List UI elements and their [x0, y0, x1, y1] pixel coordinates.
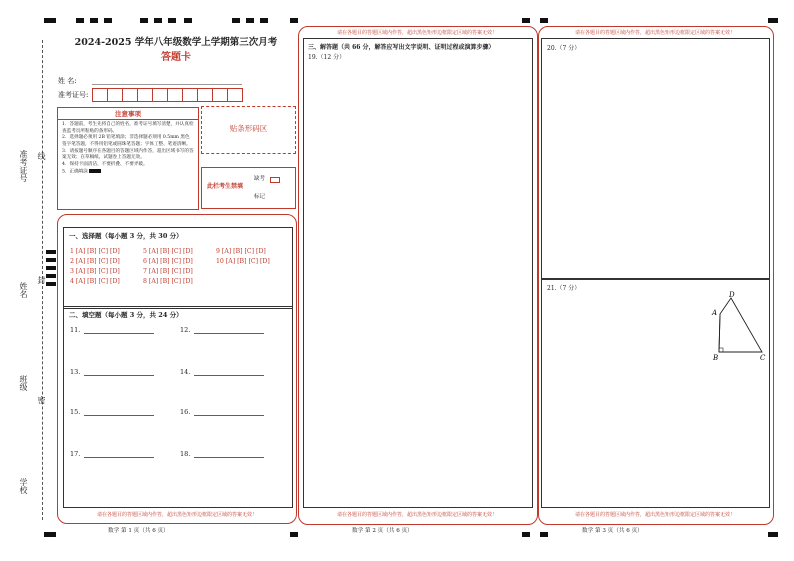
alignment-mark [540, 532, 548, 537]
barcode-label: 贴条形码区 [229, 124, 268, 133]
area-warning: 请在各题目的答题区域内作答，超出黑色矩形边框限定区域的答案无效！ [96, 512, 257, 518]
blank-line[interactable] [84, 451, 154, 458]
timing-mark [46, 266, 56, 270]
page-subtitle: 答题卡 [161, 52, 191, 63]
blank-line[interactable] [194, 369, 264, 376]
q19-area[interactable] [303, 38, 533, 508]
blank-12: 12. [180, 326, 264, 334]
notice-box [57, 107, 199, 210]
alignment-mark [104, 18, 112, 23]
alignment-mark [522, 532, 530, 537]
timing-mark [46, 282, 56, 286]
alignment-mark [44, 18, 56, 23]
choice-row[interactable]: 8 [A] [B] [C] [D] [143, 278, 193, 285]
choice-row[interactable]: 5 [A] [B] [C] [D] [143, 248, 193, 255]
choice-row[interactable]: 3 [A] [B] [C] [D] [70, 268, 120, 275]
point-A-label: A [712, 309, 718, 317]
fill-section [63, 306, 293, 508]
section2-title: 二、填空题（每小题 3 分，共 24 分） [69, 311, 183, 319]
choice-row[interactable]: 10 [A] [B] [C] [D] [216, 258, 270, 265]
blank-line[interactable] [84, 327, 154, 334]
id-boxes[interactable] [92, 88, 243, 102]
choice-row[interactable]: 2 [A] [B] [C] [D] [70, 258, 120, 265]
alignment-mark [522, 18, 530, 23]
q20-area[interactable] [541, 38, 770, 280]
alignment-mark [246, 18, 254, 23]
choice-row[interactable]: 1 [A] [B] [C] [D] [70, 248, 120, 255]
alignment-mark [232, 18, 240, 23]
alignment-mark [290, 532, 298, 537]
absent-text: 缺考 [254, 176, 266, 182]
alignment-mark [768, 18, 778, 23]
side-close-mark: 密 [37, 396, 46, 404]
side-seal-mark: 封 [37, 276, 46, 284]
blank-11: 11. [70, 326, 154, 334]
page-title: 2024-2025 学年八年级数学上学期第三次月考 [74, 37, 278, 48]
area-warning: 请在各题目的答题区域内作答，超出黑色矩形边框限定区域的答案无效！ [574, 30, 735, 36]
alignment-mark [184, 18, 192, 23]
blank-line[interactable] [194, 409, 264, 416]
choice-row[interactable]: 6 [A] [B] [C] [D] [143, 258, 193, 265]
point-C-label: C [760, 354, 766, 362]
side-name-label: 姓名 [19, 282, 28, 298]
alignment-mark [140, 18, 148, 23]
side-id-label: 准考证号 [19, 150, 28, 182]
alignment-mark [76, 18, 84, 23]
blank-line[interactable] [194, 451, 264, 458]
absent-text: 标记 [254, 194, 266, 200]
filled-example [89, 169, 101, 173]
notice-item: 4．保持卡面清洁，不要折叠、不要弄破。 [62, 161, 148, 167]
page-footer-2: 数学 第 2 页（共 6 页） [352, 528, 413, 534]
name-label: 姓 名: [58, 77, 77, 85]
point-B-label: B [713, 354, 719, 362]
area-warning: 请在各题目的答题区域内作答，超出黑色矩形边框限定区域的答案无效！ [574, 512, 735, 518]
choice-row[interactable]: 9 [A] [B] [C] [D] [216, 248, 266, 255]
blank-18: 18. [180, 450, 264, 458]
side-line-mark: 线 [37, 152, 46, 160]
geometry-figure [706, 290, 770, 364]
absent-box [201, 167, 296, 209]
alignment-mark [540, 18, 548, 23]
notice-item: 2．选择题必须用 2B 铅笔填涂；非选择题必须用 0.5mm 黑色签字笔答题，不得用铅笔或圆珠笔答题；字体工整、笔迹清晰。 [62, 135, 191, 147]
blank-13: 13. [70, 368, 154, 376]
alignment-mark [154, 18, 162, 23]
timing-mark [46, 250, 56, 254]
absent-checkbox[interactable] [270, 177, 280, 183]
alignment-mark [768, 532, 778, 537]
side-class-label: 班级 [19, 375, 28, 391]
blank-17: 17. [70, 450, 154, 458]
notice-item: 1．答题前，考生先将自己的姓名，准考证号填写清楚，并认真检查监考员所粘贴的条形码。 [62, 122, 194, 134]
notice-title: 注意事项 [58, 108, 198, 120]
id-label: 准考证号: [58, 91, 89, 99]
timing-mark [46, 274, 56, 278]
blank-16: 16. [180, 408, 264, 416]
timing-mark [46, 258, 56, 262]
alignment-mark [44, 532, 56, 537]
blank-line[interactable] [84, 409, 154, 416]
q21-label: 21.（7 分） [547, 285, 581, 292]
point-D-label: D [729, 291, 735, 299]
alignment-mark [90, 18, 98, 23]
alignment-mark [290, 18, 298, 23]
page-footer-1: 数学 第 1 页（共 6 页） [108, 528, 169, 534]
section1-title: 一、选择题（每小题 3 分，共 30 分） [69, 232, 183, 240]
blank-14: 14. [180, 368, 264, 376]
alignment-mark [168, 18, 176, 23]
q20-label: 20.（7 分） [547, 45, 581, 52]
side-school-label: 学校 [19, 478, 28, 494]
area-warning: 请在各题目的答题区域内作答，超出黑色矩形边框限定区域的答案无效！ [336, 512, 497, 518]
blank-line[interactable] [84, 369, 154, 376]
name-input[interactable] [92, 84, 242, 85]
alignment-mark [260, 18, 268, 23]
area-warning: 请在各题目的答题区域内作答，超出黑色矩形边框限定区域的答案无效！ [336, 30, 497, 36]
barcode-area [201, 106, 296, 154]
absent-label: 此栏考生禁填 [207, 183, 244, 190]
notice-item: 5．正确填涂 [62, 169, 88, 175]
choice-row[interactable]: 7 [A] [B] [C] [D] [143, 268, 193, 275]
q19-label: 19.（12 分） [308, 54, 346, 61]
page-footer-3: 数学 第 3 页（共 6 页） [582, 528, 643, 534]
choice-row[interactable]: 4 [A] [B] [C] [D] [70, 278, 120, 285]
blank-line[interactable] [194, 327, 264, 334]
section3-title: 三、解答题（共 66 分，解答应写出文字说明、证明过程或演算步骤） [308, 44, 495, 51]
notice-item: 3．请按题号顺序在各题目的答题区域内作答，超出区域书写的答案无效；在草稿纸、试题卷上答题无效。 [62, 148, 194, 161]
blank-15: 15. [70, 408, 154, 416]
